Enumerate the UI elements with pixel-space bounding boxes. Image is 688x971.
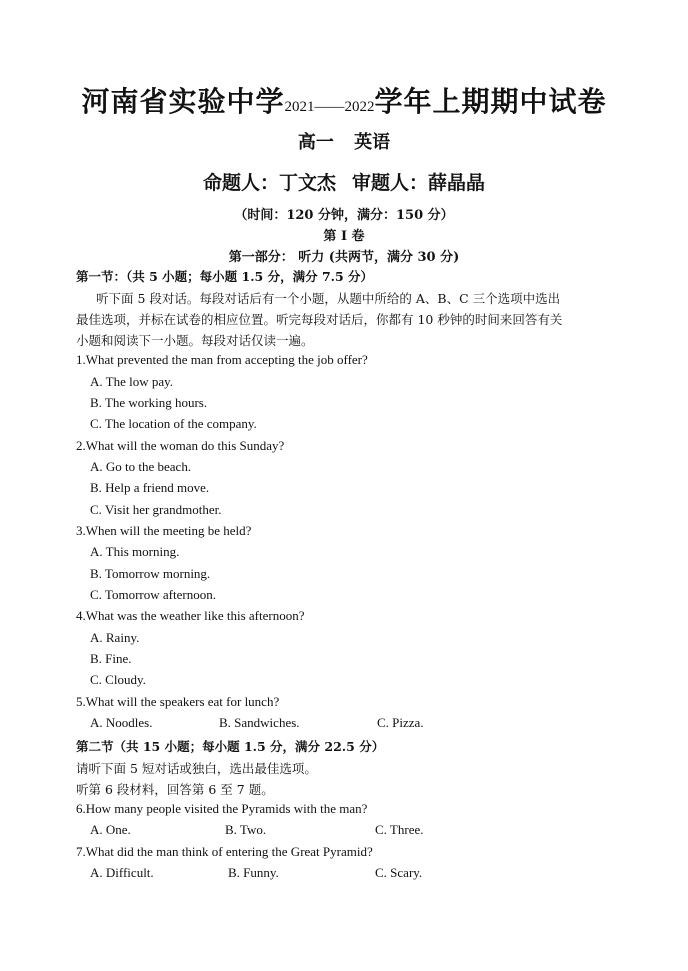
option-c: C. Scary. (375, 865, 423, 880)
section2-heading: 第二节（共 15 小题；每小题 1.5 分，满分 22.5 分） (76, 739, 385, 754)
section1-instruction: 小题和阅读下一小题。每段对话仅读一遍。 (76, 333, 314, 348)
section1-instruction: 最佳选项，并标在试卷的相应位置。听完每段对话后，你都有 10 秒钟的时间来回答有关 (76, 312, 563, 327)
section1-instruction: 听下面 5 段对话。每段对话后有一个小题，从题中所给的 A、B、C 三个选项中选出 (96, 291, 561, 306)
question-1: 1.What prevented the man from accepting the job offer? (76, 352, 368, 367)
option-c: C. Cloudy. (90, 672, 146, 687)
setter: 命题人：丁文杰 (202, 172, 336, 194)
option-c: C. Three. (375, 822, 424, 837)
section2-instruction: 请听下面 5 短对话或独白，选出最佳选项。 (76, 761, 317, 776)
question-7: 7.What did the man think of entering the Great Pyramid? (76, 844, 373, 859)
option-b: B. Tomorrow morning. (90, 566, 211, 581)
option-c: C. Tomorrow afternoon. (90, 587, 216, 602)
exam-title (0, 80, 688, 120)
title-year: 2021——2022 (284, 99, 375, 115)
option-c: C. The location of the company. (90, 416, 257, 431)
part1-heading: 第一部分： 听力 (共两节，满分 30 分) (228, 250, 460, 265)
question-4: 4.What was the weather like this afternoon? (76, 608, 305, 623)
option-c: C. Visit her grandmother. (90, 502, 222, 517)
volume-label: 第 I 卷 (323, 229, 365, 244)
question-2: 2.What will the woman do this Sunday? (76, 438, 285, 453)
question-5: 5.What will the speakers eat for lunch? (76, 694, 280, 709)
option-a: A. The low pay. (90, 374, 174, 389)
option-b: B. The working hours. (90, 395, 208, 410)
time-info: （时间：120 分钟，满分：150 分） (234, 208, 454, 223)
option-b: B. Funny. (228, 865, 279, 880)
question-6: 6.How many people visited the Pyramids with the man? (76, 801, 368, 816)
exam-subtitle: 高一 英语 (297, 132, 391, 153)
option-a: A. This morning. (90, 544, 180, 559)
option-c: C. Pizza. (377, 715, 424, 730)
option-b: B. Sandwiches. (219, 715, 300, 730)
option-a: A. Rainy. (90, 630, 140, 645)
title-school: 河南省实验中学 (81, 85, 285, 118)
option-a: A. Go to the beach. (90, 459, 192, 474)
option-a: A. Difficult. (90, 865, 154, 880)
option-a: A. Noodles. (90, 715, 153, 730)
reviewer: 审题人：薛晶晶 (352, 172, 486, 194)
question-3: 3.When will the meeting be held? (76, 523, 252, 538)
option-a: A. One. (90, 822, 131, 837)
option-b: B. Fine. (90, 651, 132, 666)
option-b: B. Two. (225, 822, 267, 837)
exam-authors (0, 168, 688, 195)
title-term: 学年上期期中试卷 (374, 85, 607, 118)
section1-heading: 第一节：（共 5 小题；每小题 1.5 分，满分 7.5 分） (76, 269, 374, 284)
section2-instruction: 听第 6 段材料，回答第 6 至 7 题。 (76, 782, 274, 797)
option-b: B. Help a friend move. (90, 480, 210, 495)
